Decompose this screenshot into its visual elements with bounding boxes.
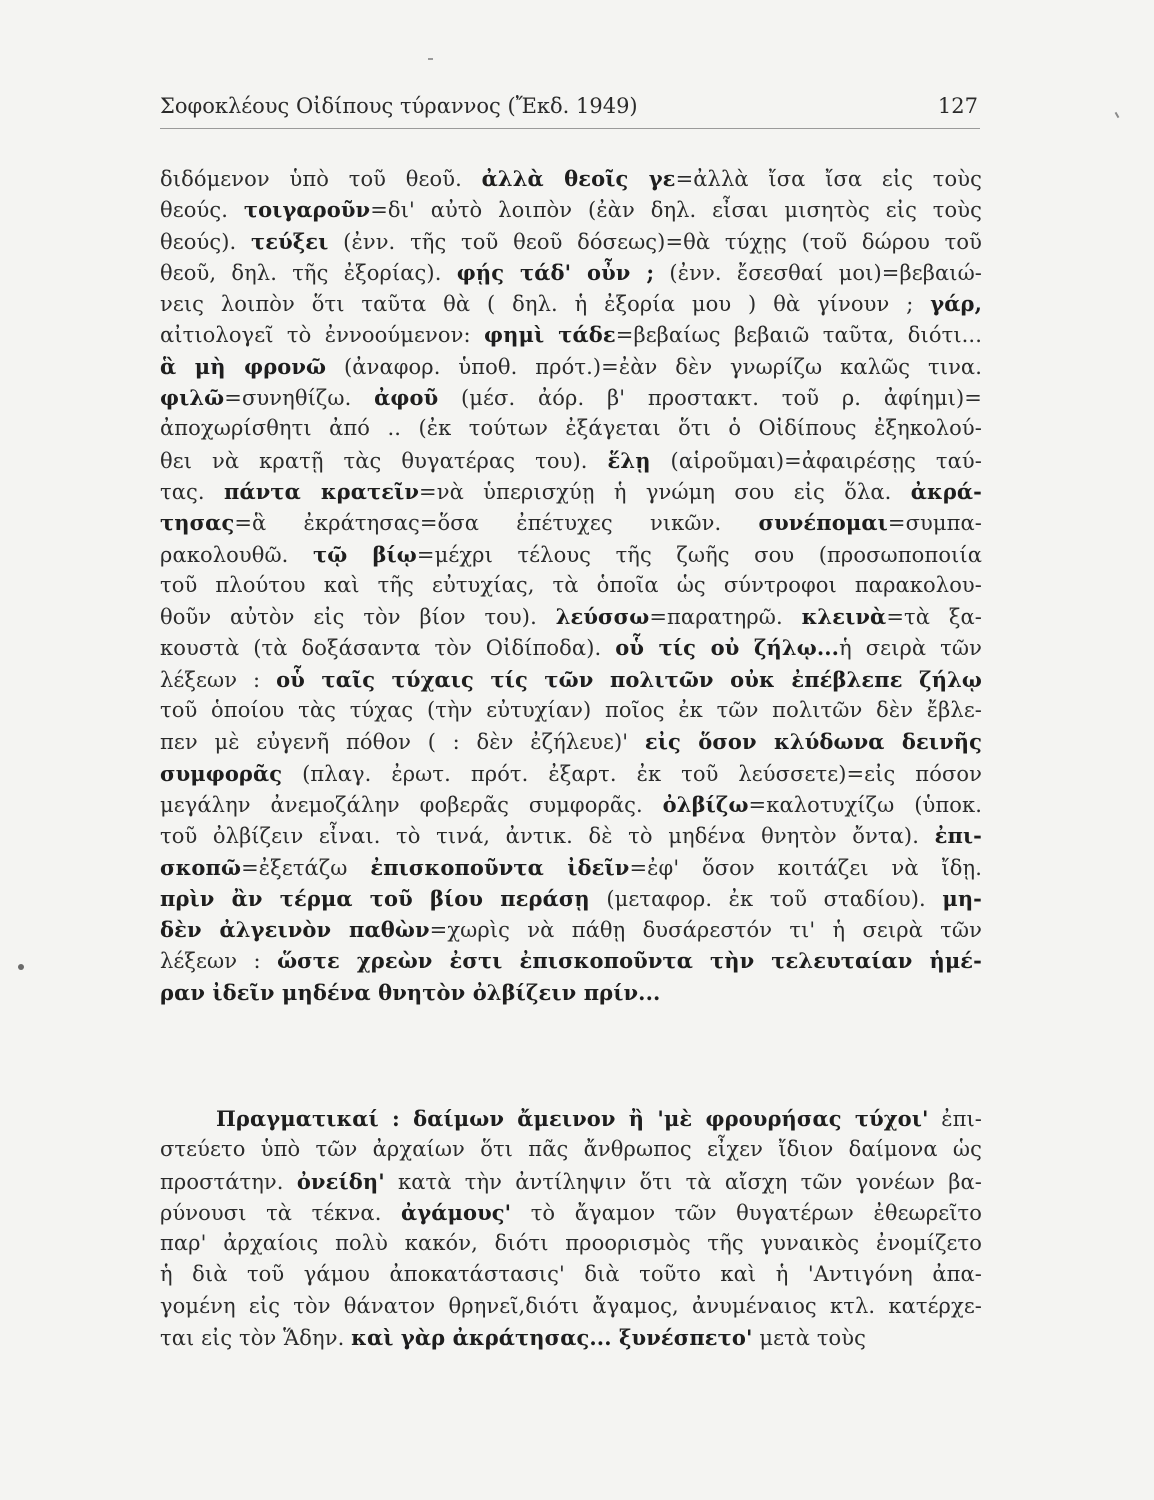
lemma-term: φιλῶ [160,385,225,411]
text-run: μετὰ τοὺς [752,1326,867,1351]
lemma-term: ἀλλὰ θεοῖς γε [481,166,676,191]
text-run: τὸ ἄγαμον τῶν θυγατέρων ἐθεωρεῖτο [511,1200,982,1225]
lemma-term: τεύξει [251,228,329,254]
text-run: ρακολουθῶ. [160,542,313,567]
text-line [160,476,982,507]
lemma-term: οὗ ταῖς τύχαις τίς τῶν πολιτῶν οὐκ ἐπέβλεπε ζήλῳ [276,666,982,692]
text-line [160,570,982,601]
text-line [160,539,982,570]
text-run: θει νὰ κρατῇ τὰς θυγατέρας του). [160,448,608,473]
text-line [160,413,982,444]
text-line [160,664,982,695]
text-run: ἡ διὰ τοῦ γάμου ἀποκατάστασις' διὰ τοῦτο καὶ ἡ 'Αντιγόνη ἀπα- [160,1262,982,1287]
text-run: ἐπι- [928,1107,983,1131]
lemma-term: ὀνείδη' [296,1168,385,1194]
text-run: =συνηθίζω. [224,386,375,411]
text-run: μεγάλην ἀνεμοζάλην φοβερᾶς συμφορᾶς. [160,792,663,817]
text-run: (αἱροῦμαι)=ἀφαιρέσῃς ταύ- [650,448,982,473]
text-run: ρύνουσι τὰ τέκνα. [160,1200,402,1225]
text-run: παρ' ἀρχαίοις πολὺ κακόν, διότι προορισμὸς τῆς γυναικὸς ἐνομίζετο [160,1231,982,1256]
lemma-term: ἀγάμους' [401,1199,512,1225]
lemma-term: Πραγματικαί : δαίμων ἄμεινον ἢ 'μὲ φρουρήσας τύχοι' [216,1106,929,1131]
text-line [160,789,982,820]
scan-dot [18,964,24,970]
lemma-term: εἰς ὅσον κλύδωνα δεινῆς [644,729,982,755]
text-line [160,977,982,1008]
text-run: διδόμενον ὑπὸ τοῦ θεοῦ. [160,167,482,191]
text-line [160,194,982,225]
text-line [160,1259,982,1290]
text-run: αἰτιολογεῖ τὸ ἐννοούμενον: [160,323,485,348]
text-run: (μεταφορ. ἐκ τοῦ σταδίου). [589,886,943,911]
text-line [160,726,982,757]
scan-mark [428,58,433,60]
lemma-term: τῷ βίῳ [313,541,417,567]
lemma-term: γάρ, [930,291,982,317]
text-line [160,1322,982,1353]
text-line [160,288,982,319]
header-rule [160,128,980,129]
text-run: στεύετο ὑπὸ τῶν ἀρχαίων ὅτι πᾶς ἄνθρωπος εἶχεν ἴδιον δαίμονα ὡς [160,1137,982,1162]
text-run: νεις λοιπὸν ὅτι ταῦτα θὰ ( δηλ. ἡ ἐξορία μου ) θὰ γίνουν ; [160,292,931,317]
text-run: =μέχρι τέλους τῆς ζωῆς σου (προσωποποιία [416,542,983,567]
text-run: (μέσ. ἀόρ. β' προστακτ. τοῦ ρ. ἀφίημι)= [438,386,982,411]
lemma-term: καὶ γὰρ ἀκράτησας... ξυνέσπετο' [351,1325,753,1351]
text-run: =ἃ ἐκράτησας=ὅσα ἐπέτυχες νικῶν. [234,511,759,536]
text-run: (ἀναφορ. ὑποθ. πρότ.)=ἐὰν δὲν γνωρίζω καλῶς τινα. [326,354,982,379]
text-line [160,507,982,538]
text-run: =παρατηρῶ. [649,605,802,630]
text-line [160,1197,982,1228]
text-line [160,1291,982,1322]
lemma-term: ἐπι- [934,823,982,849]
text-run: =νὰ ὑπερισχύῃ ἡ γνώμη σου εἰς ὅλα. [419,479,911,504]
text-line [160,319,982,350]
lemma-term: λεύσσω [555,604,650,630]
lemma-term: μη- [942,885,982,911]
text-line [160,382,982,413]
text-run: γομένη εἰς τὸν θάνατον θρηνεῖ,διότι ἄγαμος, ἀνυμέναιος κτλ. κατέρχε- [160,1293,982,1318]
text-run: ἡ σειρὰ τῶν [839,636,982,661]
lemma-term: ἃ μὴ φρονῶ [160,353,327,379]
text-run: ται εἰς τὸν Ἅδην. [160,1326,352,1351]
text-line [160,445,982,476]
text-run: =βεβαίως βεβαιῶ ταῦτα, διότι... [615,323,982,348]
running-title: Σοφοκλέους Οἰδίπους τύραννος (Ἔκδ. 1949) [160,94,638,118]
text-line [160,1166,982,1197]
lemma-term: ἐπισκοποῦντα ἰδεῖν [370,854,630,880]
text-run: θεούς). [160,229,251,254]
text-run: =δι' αὐτὸ λοιπὸν (ἐὰν δηλ. εἶσαι μισητὸς εἰς τοὺς [370,198,982,223]
text-run: λέξεων : [160,949,278,974]
text-run: (ἐνν. τῆς τοῦ θεοῦ δόσεως)=θὰ τύχῃς (τοῦ δώρου τοῦ [328,229,982,254]
lemma-term: τοιγαροῦν [243,197,371,223]
text-run: λέξεων : [160,667,277,692]
text-run: θεούς. [160,198,244,223]
text-line [160,1228,982,1259]
factual-notes-paragraph [160,1103,982,1353]
text-line [160,163,982,194]
text-run: πεν μὲ εὐγενῆ πόθον ( : δὲν ἐζήλευε)' [160,730,645,755]
text-run: κατὰ τὴν ἀντίληψιν ὅτι τὰ αἴσχη τῶν γονέων βα- [384,1169,982,1194]
text-run: =χωρὶς νὰ πάθῃ δυσάρεστόν τι' ἡ σειρὰ τῶν [429,918,982,943]
lemma-term: ὀλβίζω [662,791,749,817]
lemma-term: συμφορᾶς [160,760,283,786]
lemma-term: τησας [160,510,235,536]
text-line [160,883,982,914]
text-run: θοῦν αὐτὸν εἰς τὸν βίον του). [160,605,556,630]
text-run: τοῦ ὀλβίζειν εἶναι. τὸ τινά, ἀντικ. δὲ τὸ μηδένα θνητὸν ὄντα). [160,824,935,849]
text-run: τοῦ πλούτου καὶ τῆς εὐτυχίας, τὰ ὁποῖα ὡς σύντροφοι παρακολου- [160,572,982,597]
commentary-paragraph [160,163,982,1008]
lemma-term: φημὶ τάδε [484,322,616,348]
lemma-term: κλεινὰ [801,604,887,630]
text-run: =καλοτυχίζω (ὑποκ. [748,792,983,817]
text-run: =ἐφ' ὅσον κοιτάζει νὰ ἴδῃ. [629,855,982,880]
text-run: θεοῦ, δηλ. τῆς ἐξορίας). [160,260,457,285]
lemma-term: ὥστε χρεὼν ἐστι ἐπισκοποῦντα τὴν τελευταίαν ἡμέ- [277,948,982,974]
lemma-term: ἀφοῦ [374,385,439,411]
scan-mark [1115,112,1120,118]
lemma-term: ραν ἰδεῖν μηδένα θνητὸν ὀλβίζειν πρίν... [160,979,661,1005]
text-run: τας. [160,479,224,504]
text-line [160,852,982,883]
text-line [160,758,982,789]
text-line [160,695,982,726]
lemma-term: δὲν ἀλγεινὸν παθὼν [160,917,430,943]
text-run: =ἐξετάζω [241,855,371,880]
text-run: =συμπα- [887,511,982,536]
text-run: τοῦ ὁποίου τὰς τύχας (τὴν εὐτυχίαν) ποῖος ἐκ τῶν πολιτῶν δὲν ἔβλε- [160,698,982,723]
text-line [160,914,982,945]
lemma-term: φῄς τάδ' οὖν ; [456,259,655,285]
lemma-term: οὗ τίς οὐ ζήλῳ... [615,635,840,661]
text-run: =ἀλλὰ ἴσα ἴσα εἰς τοὺς [675,167,982,191]
text-line [160,351,982,382]
lemma-term: ἀκρά- [910,478,982,504]
text-line [160,1103,982,1134]
text-line [160,257,982,288]
text-run: προστάτην. [160,1169,297,1194]
lemma-term: πρὶν ἂν τέρμα τοῦ βίου περάσῃ [160,885,590,911]
lemma-term: πάντα κρατεῖν [223,478,420,504]
text-line [160,945,982,976]
lemma-term: σκοπῶ [160,854,242,880]
text-run: (ἐνν. ἔσεσθαί μοι)=βεβαιώ- [654,260,982,285]
text-run: (πλαγ. ἐρωτ. πρότ. ἐξαρτ. ἐκ τοῦ λεύσσετε)=εἰς πόσον [282,761,982,786]
text-run: =τὰ ξα- [886,605,982,630]
lemma-term: συνέπομαι [758,510,888,536]
text-line [160,820,982,851]
text-line [160,226,982,257]
text-line [160,1134,982,1165]
text-line [160,632,982,663]
lemma-term: ἕλῃ [607,447,651,473]
text-line [160,601,982,632]
text-run: κουστὰ (τὰ δοξάσαντα τὸν Οἰδίποδα). [160,636,616,661]
page-number: 127 [937,94,978,118]
text-run: ἀποχωρίσθητι ἀπό .. (ἐκ τούτων ἐξάγεται ὅτι ὁ Οἰδίπους ἐξηκολού- [160,416,982,441]
